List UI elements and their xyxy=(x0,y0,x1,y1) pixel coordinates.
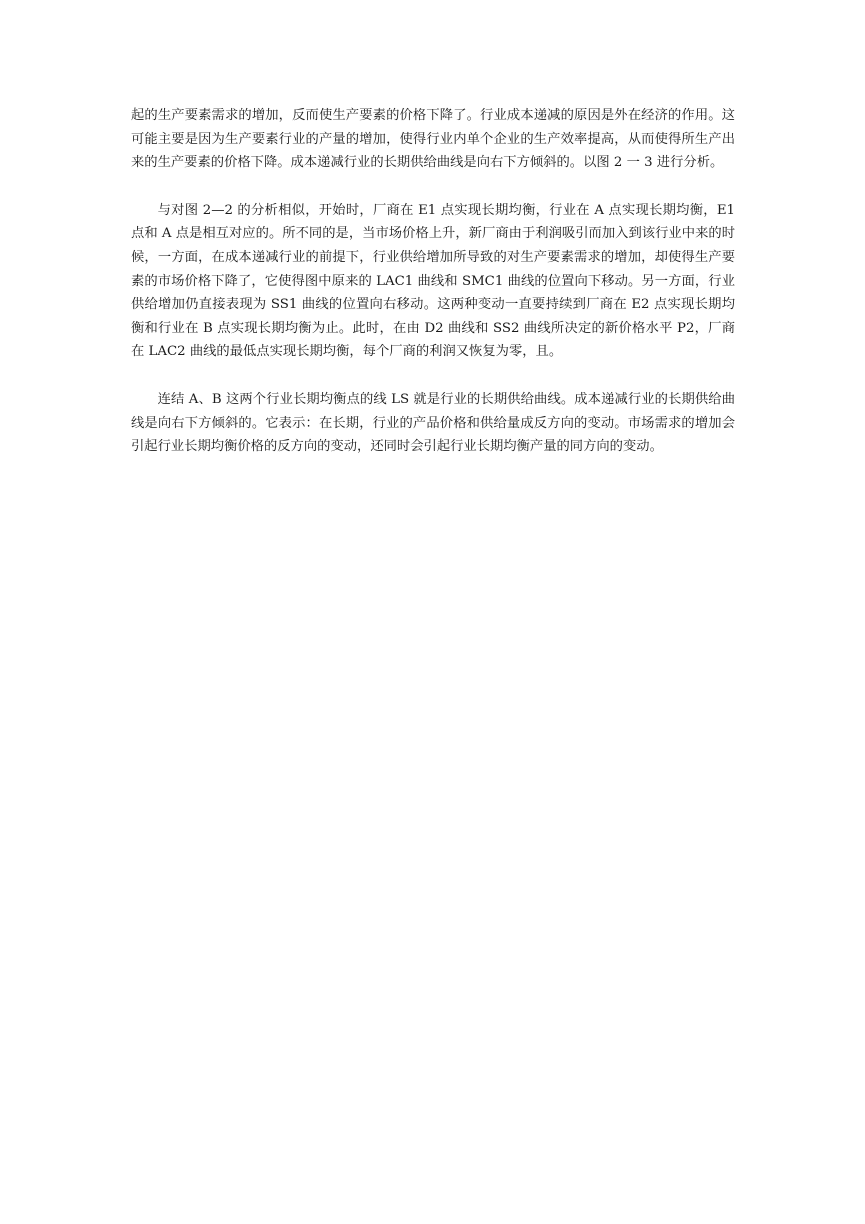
document-page xyxy=(131,104,735,459)
paragraph-2: 与对图 2—2 的分析相似，开始时，厂商在 E1 点实现长期均衡，行业在 A 点实现长期均衡，E1 点和 A 点是相互对应的。所不同的是，当市场价格上升，新厂商由于利润吸引而加入到该行业中来的时候，一方面，在成本递减行业的前提下，行业供给增加所导致的对生产要素需求的增加，却使得生产要素的市场价格下降了，它使得图中原来的 LAC1 曲线和 SMC1 曲线的位置向下移动。另一方面，行业供给增加仍直接表现为 SS1 曲线的位置向右移动。这两种变动一直要持续到厂商在 E2 点实现长期均衡和行业在 B 点实现长期均衡为止。此时，在由 D2 曲线和 SS2 曲线所决定的新价格水平 P2，厂商在 LAC2 曲线的最低点实现长期均衡，每个厂商的利润又恢复为零，且。 xyxy=(131,202,735,360)
paragraph-spacer xyxy=(131,364,735,388)
paragraph-spacer xyxy=(131,175,735,199)
paragraph-1: 起的生产要素需求的增加，反而使生产要素的价格下降了。行业成本递减的原因是外在经济的作用。这可能主要是因为生产要素行业的产量的增加，使得行业内单个企业的生产效率提高，从而使得所生产出来的生产要素的价格下降。成本递减行业的长期供给曲线是向右下方倾斜的。以图 2 一 3 进行分析。 xyxy=(131,108,735,171)
paragraph-3: 连结 A、B 这两个行业长期均衡点的线 LS 就是行业的长期供给曲线。成本递减行业的长期供给曲线是向右下方倾斜的。它表示：在长期，行业的产品价格和供给量成反方向的变动。市场需求的增加会引起行业长期均衡价格的反方向的变动，还同时会引起行业长期均衡产量的同方向的变动。 xyxy=(131,391,735,455)
